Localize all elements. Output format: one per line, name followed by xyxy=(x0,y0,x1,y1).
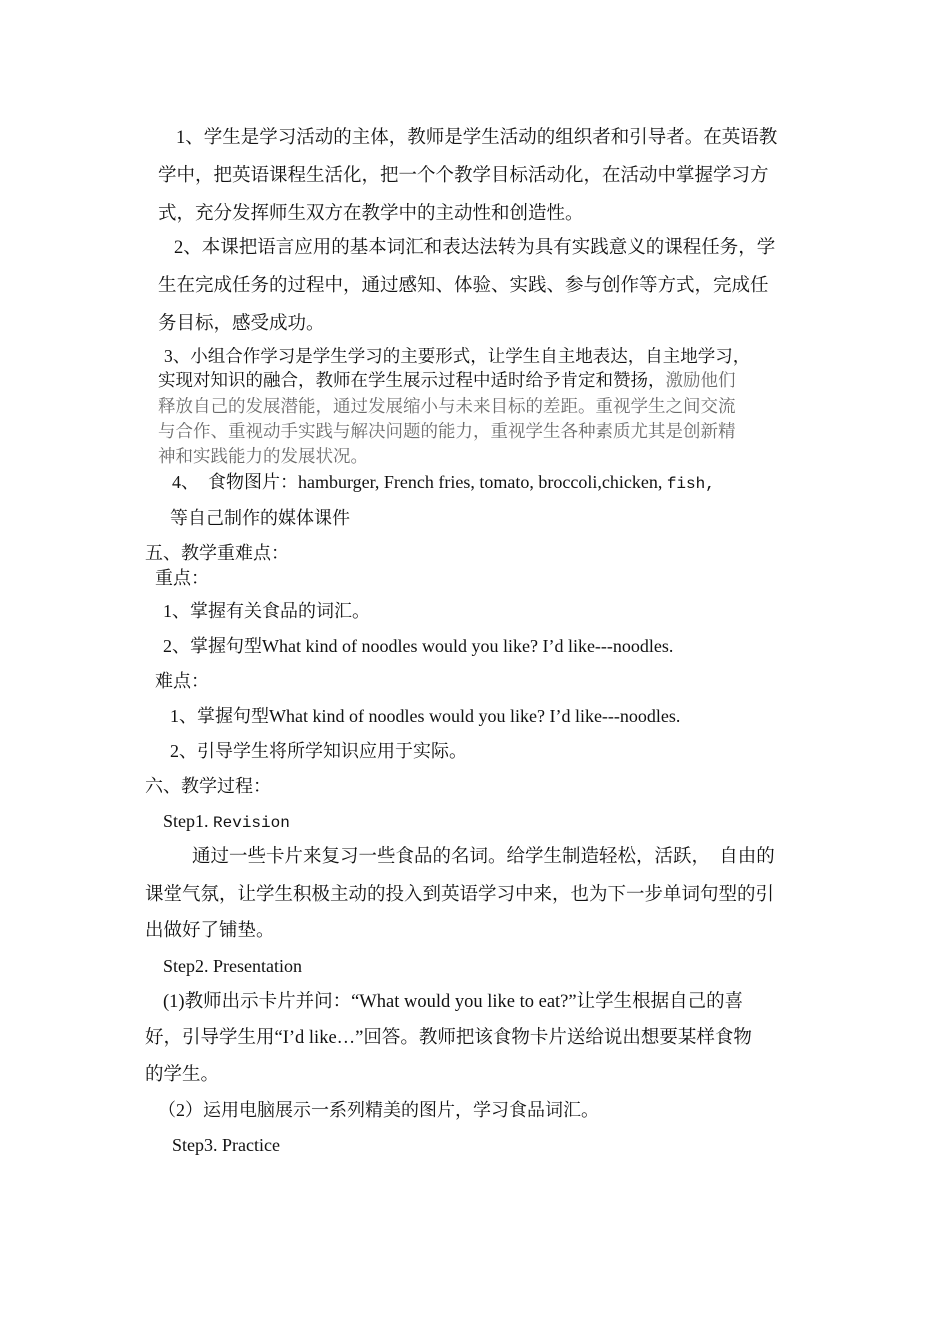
point4-fish: fish, xyxy=(666,475,715,493)
step2-p1-line3: 的学生。 xyxy=(145,1065,220,1085)
point4-foods: hamburger, French fries, tomato, broccoli,chicken, xyxy=(298,472,667,492)
point1-line3: 式，充分发挥师生双方在教学中的主动性和创造性。 xyxy=(158,204,584,224)
point4-line2: 等自己制作的媒体课件 xyxy=(170,508,350,528)
difficult-points-label: 难点： xyxy=(155,671,209,691)
step1-text-line3: 出做好了铺垫。 xyxy=(145,921,275,941)
difficult-point-1-cn: 1、掌握句型 xyxy=(170,706,269,726)
step2-title: Step2. Presentation xyxy=(163,956,302,976)
point3-line4: 与合作、重视动手实践与解决问题的能力，重视学生各种素质尤其是创新精 xyxy=(158,421,736,441)
step1-text-line1: 通过一些卡片来复习一些食品的名词。给学生制造轻松，活跃， 自由的 xyxy=(192,847,775,867)
step2-p2: （2）运用电脑展示一系列精美的图片，学习食品词汇。 xyxy=(158,1100,599,1120)
point3-line3: 释放自己的发展潜能，通过发展缩小与未来目标的差距。重视学生之间交流 xyxy=(158,396,736,416)
point1-line1: 1、学生是学习活动的主体，教师是学生活动的组织者和引导者。在英语教 xyxy=(176,128,778,148)
key-point-2-en: What kind of noodles would you like? I’d like---noodles. xyxy=(262,636,674,656)
step1-title xyxy=(163,809,290,835)
point3-line2 xyxy=(158,370,736,390)
key-points-label: 重点： xyxy=(155,568,209,588)
key-point-2-cn: 2、掌握句型 xyxy=(163,636,262,656)
point2-line2: 生在完成任务的过程中，通过感知、体验、实践、参与创作等方式，完成任 xyxy=(158,276,769,296)
step2-p1-line2: 好，引导学生用“I’d like…”回答。教师把该食物卡片送给说出想要某样食物 xyxy=(145,1028,752,1048)
point4-prefix: 4、 食物图片： xyxy=(172,472,298,492)
step1-word: Revision xyxy=(213,814,290,832)
difficult-point-1 xyxy=(170,704,680,728)
point2-line3: 务目标，感受成功。 xyxy=(158,314,325,334)
difficult-point-1-en: What kind of noodles would you like? I’d like---noodles. xyxy=(269,706,681,726)
section6-heading: 六、教学过程： xyxy=(145,776,271,796)
point2-line1: 2、本课把语言应用的基本词汇和表达法转为具有实践意义的课程任务，学 xyxy=(174,238,776,258)
section5-heading: 五、教学重难点： xyxy=(145,543,289,563)
difficult-point-2: 2、引导学生将所学知识应用于实际。 xyxy=(170,741,467,761)
point3-line2-main: 实现对知识的融合，教师在学生展示过程中适时给予肯定和赞扬， xyxy=(158,370,666,390)
step1-text-line2: 课堂气氛，让学生积极主动的投入到英语学习中来，也为下一步单词句型的引 xyxy=(145,885,775,905)
step2-p1-line1: (1)教师出示卡片并问：“What would you like to eat?”让学生根据自己的喜 xyxy=(163,992,744,1012)
point4-line1 xyxy=(172,470,715,496)
point3-line2-grey: 激励他们 xyxy=(665,370,736,390)
step3-title: Step3. Practice xyxy=(172,1135,280,1155)
step1-label: Step1. xyxy=(163,811,214,831)
key-point-2 xyxy=(163,634,673,658)
point3-line5: 神和实践能力的发展状况。 xyxy=(158,446,368,466)
key-point-1: 1、掌握有关食品的词汇。 xyxy=(163,601,370,621)
point1-line2: 学中，把英语课程生活化，把一个个教学目标活动化，在活动中掌握学习方 xyxy=(158,166,769,186)
point3-line1: 3、小组合作学习是学生学习的主要形式，让学生自主地表达，自主地学习， xyxy=(164,346,751,366)
